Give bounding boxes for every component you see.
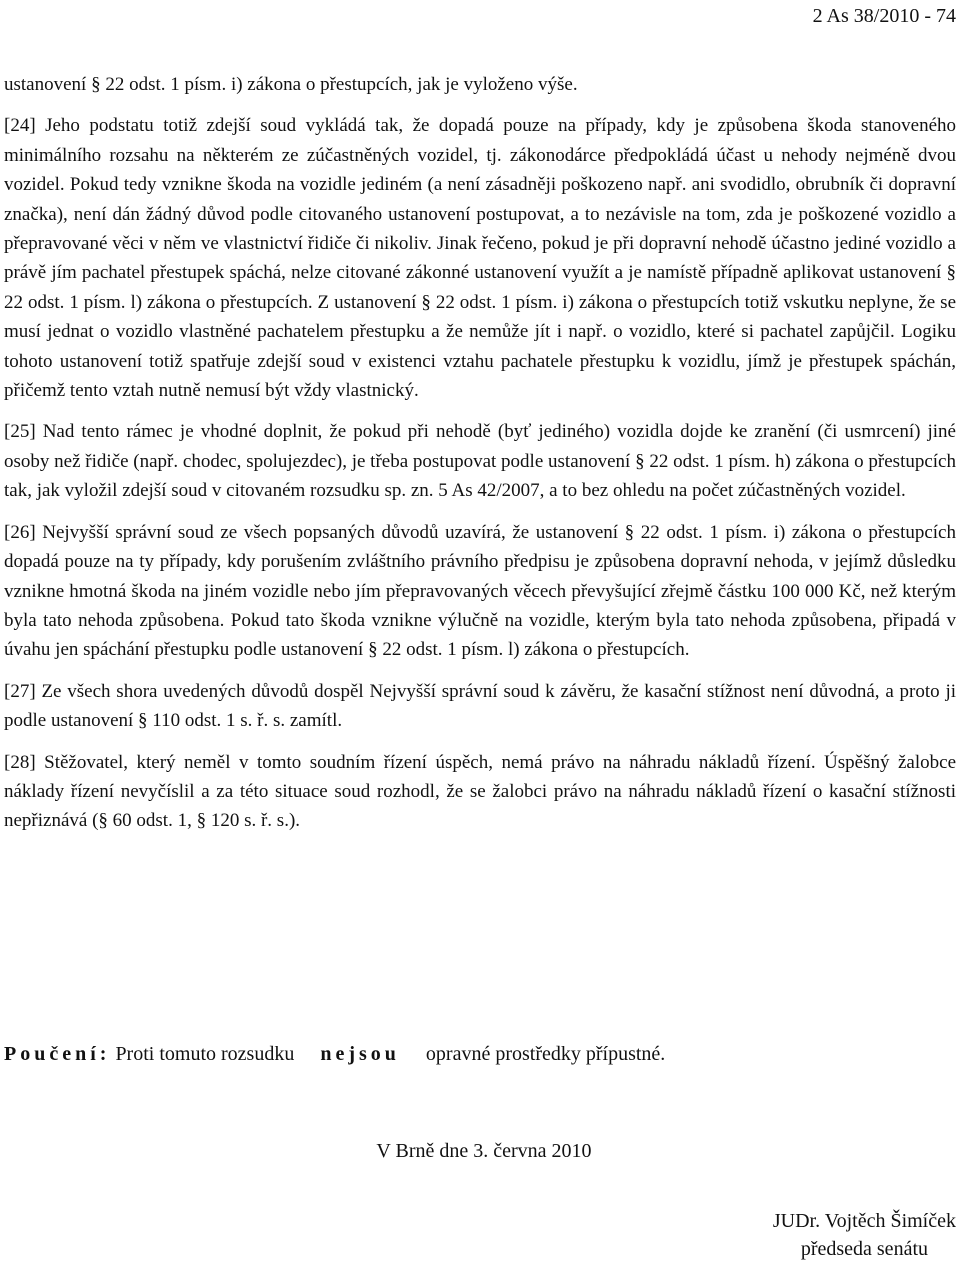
paragraph-28: [28] Stěžovatel, který neměl v tomto soudním řízení úspěch, nemá právo na náhradu nákladů řízení. Úspěšný žalobce náklady řízení nevyčíslil a za této situace soud rozhodl, že se žalobci právo na náhradu nákladů řízení o kasační stížnosti nepřiznává (§ 60 odst. 1, § 120 s. ř. s.). [4,751,956,832]
paragraph-26: [26] Nejvyšší správní soud ze všech popsaných důvodů uzavírá, že ustanovení § 22 odst. 1 písm. i) zákona o přestupcích dopadá pouze na ty případy, kdy porušením zvláštního právního předpisu je způsobena dopravní nehoda, v jejímž důsledku vznikne hmotná škoda na jiném vozidle nebo jím přepravovaných věcech převyšující zřejmě částku 100 000 Kč, než kterým byla tato nehoda způsobena. Pokud tato škoda vznikne výlučně na vozidle, kterým byla tato nehoda způsobena, připadá v úvahu jen spáchání přestupku podle ustanovení § 22 odst. 1 písm. l) zákona o přestupcích. [4,521,956,661]
notice-text-before: Proti tomuto rozsudku [115,1043,295,1065]
notice-text-after: opravné prostředky přípustné. [425,1043,666,1065]
notice-emphasis: nejsou [320,1043,400,1065]
signatory-role: předseda senátu [800,1238,928,1260]
notice-label: Poučení: [4,1043,111,1065]
paragraph-24: [24] Jeho podstatu totiž zdejší soud vykládá tak, že dopadá pouze na případy, kdy je způsobena škoda stanoveného minimálního rozsahu na některém ze zúčastněných vozidel, tj. zákonodárce předpokládá účast u nehody nejméně dvou vozidel. Pokud tedy vznikne škoda na vozidle jediném (a není zásadněji poškozeno např. ani svodidlo, obrubník či dopravní značka), není dán žádný důvod podle citovaného ustanovení postupovat, a to nezávisle na tom, zda je poškozené vozidlo a přepravované věci v něm ve vlastnictví řidiče či nikoliv. Jinak řečeno, pokud je při dopravní nehodě účastno jediné vozidlo a právě jím pachatel přestupek spáchá, nelze citované zákonné ustanovení využít a je namístě případně aplikovat ustanovení § 22 odst. 1 písm. l) zákona o přestupcích. Z ustanovení § 22 odst. 1 písm. i) zákona o přestupcích totiž vskutku neplyne, že se musí jednat o vozidlo vlastněné pachatelem přestupku a že nemůže jít i např. o vozidlo, které si pachatel zapůjčil. Logiku tohoto ustanovení totiž spatřuje zdejší soud v existenci vztahu pachatele přestupku k vozidlu, jímž je přestupek spáchán, přičemž tento vztah nutně nemusí být vždy vlastnický. [4,115,956,402]
legal-notice [4,1040,665,1068]
signature-block [773,1207,956,1263]
signatory-name: JUDr. Vojtěch Šimíček [772,1210,956,1232]
paragraph-25: [25] Nad tento rámec je vhodné doplnit, že pokud při nehodě (byť jediného) vozidla dojde ke zranění (či usmrcení) jiné osoby než řidiče (např. chodec, spolujezdec), je třeba postupovat podle ustanovení § 22 odst. 1 písm. h) zákona o přestupcích tak, jak vyložil zdejší soud v citovaném rozsudku sp. zn. 5 As 42/2007, a to bez ohledu na počet zúčastněných vozidel. [4,421,956,502]
paragraph-27: [27] Ze všech shora uvedených důvodů dospěl Nejvyšší správní soud k závěru, že kasační stížnost není důvodná, a proto ji podle ustanovení § 110 odst. 1 s. ř. s. zamítl. [4,680,956,732]
paragraph-continuation: ustanovení § 22 odst. 1 písm. i) zákona o přestupcích, jak je vyloženo výše. [4,74,578,95]
page-reference: 2 As 38/2010 - 74 [812,5,956,27]
document-page [4,0,956,1267]
place-and-date: V Brně dne 3. června 2010 [376,1140,592,1162]
document-body [4,70,956,848]
